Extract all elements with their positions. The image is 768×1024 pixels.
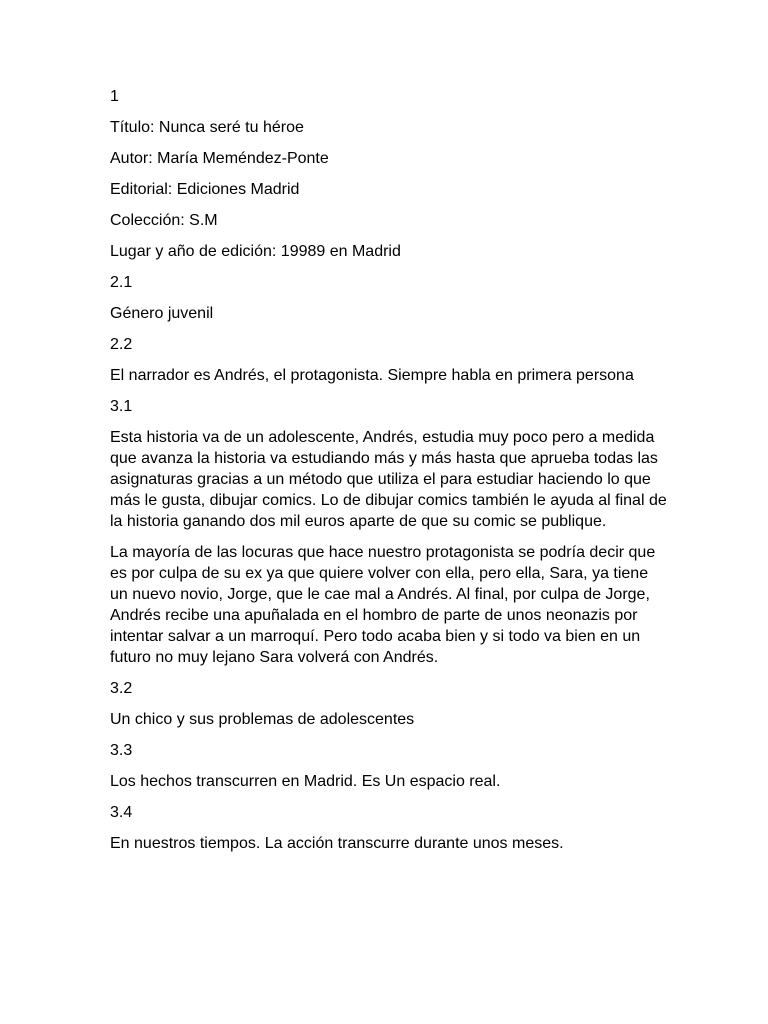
section-number: 3.2 <box>110 680 133 697</box>
place-year-line: Lugar y año de edición: 19989 en Madrid <box>110 243 401 260</box>
summary-paragraph: La mayoría de las locuras que hace nuestro protagonista se podría decir que es por culpa de su ex ya que quiere volver con ella, pero ella, Sara, ya tiene un nuevo novio, Jorge, que le cae mal a Andrés. Al final, por culpa de Jorge, Andrés recibe una apuñalada en el hombro de parte de unos neonazis por intentar salvar a un marroquí. Pero todo acaba bien y si todo va bien en un futuro no muy lejano Sara volverá con Andrés. <box>110 544 656 666</box>
theme-line: Un chico y sus problemas de adolescentes <box>110 711 415 728</box>
section-number: 2.2 <box>110 336 133 353</box>
author-line: Autor: María Meméndez-Ponte <box>110 150 329 167</box>
section-number: 2.1 <box>110 274 133 291</box>
narrator-paragraph: El narrador es Andrés, el protagonista. Siempre habla en primera persona <box>110 367 634 384</box>
collection-line: Colección: S.M <box>110 212 218 229</box>
section-number: 3.1 <box>110 398 133 415</box>
section-number: 1 <box>110 88 119 105</box>
title-line: Título: Nunca seré tu héroe <box>110 119 304 136</box>
time-line: En nuestros tiempos. La acción transcurre durante unos meses. <box>110 835 564 852</box>
setting-line: Los hechos transcurren en Madrid. Es Un espacio real. <box>110 773 501 790</box>
genre-line: Género juvenil <box>110 305 214 322</box>
summary-paragraph: Esta historia va de un adolescente, Andrés, estudia muy poco pero a medida que avanza la historia va estudiando más y más hasta que aprueba todas las asignaturas gracias a un método que utiliza el para estudiar haciendo lo que más le gusta, dibujar comics. Lo de dibujar comics también le ayuda al final de la historia ganando dos mil euros aparte de que su comic se publique. <box>110 429 667 530</box>
section-number: 3.3 <box>110 742 133 759</box>
document-page <box>110 86 670 864</box>
section-number: 3.4 <box>110 804 133 821</box>
publisher-line: Editorial: Ediciones Madrid <box>110 181 300 198</box>
